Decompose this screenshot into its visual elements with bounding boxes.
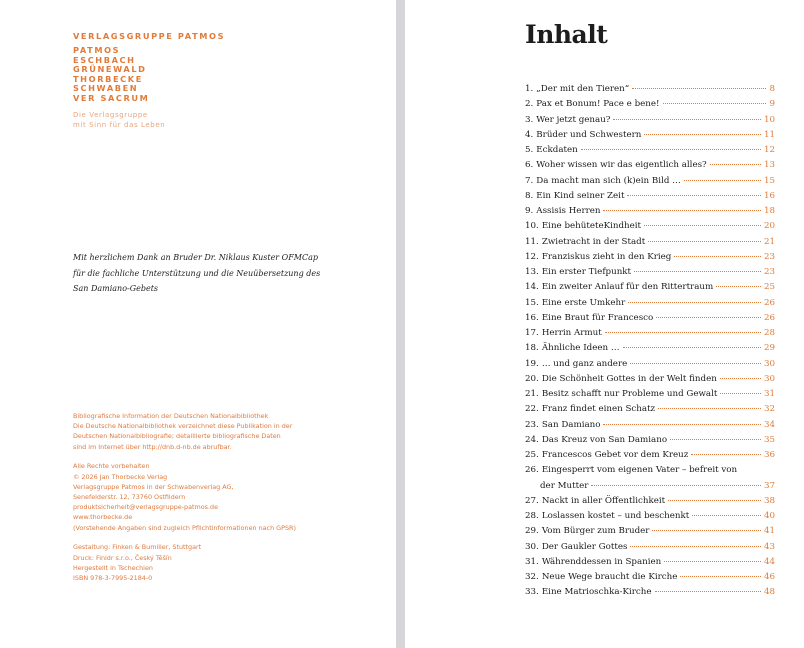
- toc-entry: [525, 402, 775, 417]
- toc-entry-number: 10.: [525, 221, 539, 232]
- dot-leader: [603, 424, 760, 425]
- imprint-name: VER SACRUM: [73, 92, 150, 103]
- toc-entry-number: 18.: [525, 343, 539, 354]
- dot-leader: [720, 378, 761, 379]
- toc-page-number: 36: [763, 450, 775, 460]
- dot-leader: [710, 164, 761, 165]
- dot-leader: [658, 408, 761, 409]
- toc-entry: [525, 174, 775, 189]
- design-credit: Gestaltung: Finken & Bumiller, Stuttgart: [73, 543, 202, 552]
- toc-entry: [525, 387, 775, 402]
- toc-page-number: 30: [763, 358, 775, 369]
- dot-leader: [668, 500, 761, 501]
- toc-entry-number: 25.: [525, 450, 539, 460]
- toc-entry: [525, 509, 775, 524]
- toc-entry: [525, 540, 775, 555]
- dot-leader: [674, 256, 761, 257]
- toc-entry-title: Zwietracht in der Stadt: [541, 236, 646, 247]
- toc-entry-title: Franziskus zieht in den Krieg: [541, 251, 672, 262]
- toc-page-number: 23: [763, 251, 775, 262]
- toc-page-number: 46: [763, 572, 775, 582]
- copyright-line: © 2026 Jan Thorbecke Verlag: [73, 472, 168, 481]
- toc-page-number: 26: [763, 297, 775, 308]
- toc-entry-title: Brüder und Schwestern: [536, 129, 642, 140]
- dedication-line: San Damiano-Gebets: [73, 284, 159, 293]
- dot-leader: [634, 271, 761, 272]
- publisher-name: VERLAGSGRUPPE PATMOS: [73, 31, 226, 41]
- toc-page-number: 10: [763, 114, 775, 125]
- toc-entry-number: 16.: [525, 312, 539, 323]
- toc-entry: [525, 128, 775, 143]
- toc-entry-number: 19.: [525, 358, 539, 369]
- toc-entry-title: Loslassen kostet – und beschenkt: [541, 511, 690, 521]
- toc-page-number: 40: [763, 511, 775, 521]
- toc-entry: [525, 524, 775, 539]
- print-credit: Druck: Finidr s.r.o., Český Těšín: [73, 553, 172, 562]
- toc-page-number: 20: [763, 221, 775, 232]
- dot-leader: [630, 363, 761, 364]
- toc-entry: [525, 296, 775, 311]
- imprint-name: ESCHBACH: [73, 54, 136, 65]
- toc-entry-number: 20.: [525, 373, 539, 384]
- toc-entry-number: 23.: [525, 419, 539, 430]
- toc-entry-title: Eine erste Umkehr: [541, 297, 626, 308]
- dot-leader: [644, 225, 761, 226]
- toc-entry-number: 33.: [525, 587, 539, 598]
- rights-line: Alle Rechte vorbehalten: [73, 462, 150, 471]
- toc-entry: [525, 326, 775, 341]
- toc-entry: [525, 448, 775, 463]
- dot-leader: [684, 180, 761, 181]
- toc-entry: [525, 585, 775, 600]
- dot-leader: [691, 454, 761, 455]
- dot-leader: [648, 241, 761, 242]
- dot-leader: [623, 347, 761, 348]
- dedication: [73, 250, 373, 297]
- toc-entry-title: … und ganz andere: [541, 358, 628, 369]
- toc-entry-number: 17.: [525, 328, 539, 338]
- left-page: [0, 0, 396, 648]
- toc-entry-number: 22.: [525, 404, 539, 415]
- toc-entry-title: Nackt in aller Öffentlichkeit: [541, 495, 666, 506]
- publisher-block: [73, 31, 225, 130]
- dedication-line: für die fachliche Unterstützung und die Neuübersetzung des: [73, 268, 321, 278]
- page-gutter: [396, 0, 405, 648]
- toc-page-number: 29: [763, 343, 775, 354]
- dot-leader: [680, 576, 761, 577]
- dot-leader: [613, 119, 760, 120]
- toc-entry-title: Eine Braut für Francesco: [541, 312, 654, 323]
- toc-entry: [525, 570, 775, 585]
- toc-entry-number: 1.: [525, 84, 534, 94]
- toc-entry-number: 4.: [525, 129, 534, 140]
- toc-entry-title: Neue Wege braucht die Kirche: [541, 572, 678, 582]
- publisher-tagline: [73, 110, 225, 131]
- publisher-address-line: Verlagsgruppe Patmos in der Schwabenverlag AG,: [73, 482, 234, 491]
- publisher-website: www.thorbecke.de: [73, 513, 133, 522]
- toc-page-number: 13: [763, 160, 775, 171]
- toc-entry: [525, 280, 775, 295]
- toc-page-number: 48: [763, 587, 775, 598]
- toc-page-number: 23: [763, 267, 775, 277]
- dot-leader: [630, 546, 761, 547]
- toc-page-number: 43: [763, 541, 775, 552]
- toc-page-number: 32: [763, 404, 775, 415]
- toc-entry: [525, 235, 775, 250]
- manufacture-note: Hergestellt in Tschechien: [73, 563, 153, 572]
- toc-page-number: 9: [769, 99, 775, 110]
- toc-entry-number: 12.: [525, 251, 539, 262]
- toc-entry: [525, 372, 775, 387]
- dot-leader: [652, 530, 760, 531]
- toc-entry-number: 27.: [525, 495, 539, 506]
- toc-entry-number: 6.: [525, 160, 534, 171]
- toc-entry-title: Währenddessen in Spanien: [541, 556, 662, 567]
- toc-entry-number: 29.: [525, 526, 539, 537]
- toc-entry: [525, 555, 775, 570]
- dot-leader: [644, 134, 761, 135]
- toc-entry-number: 24.: [525, 434, 539, 445]
- toc-entry: [525, 463, 775, 494]
- bibliographic-info-line: Bibliografische Information der Deutschen Nationalbibliothek: [73, 412, 269, 420]
- contact-email: produktsicherheit@verlagsgruppe-patmos.de: [73, 503, 219, 512]
- toc-entry: [525, 97, 775, 112]
- dot-leader: [632, 88, 766, 89]
- toc-entry-title: Da macht man sich (k)ein Bild …: [536, 175, 681, 186]
- toc-entry-number: 11.: [525, 236, 539, 247]
- toc-page-number: 31: [763, 389, 775, 399]
- toc-entry-title: „Der mit den Tieren“: [536, 84, 630, 94]
- dot-leader: [627, 195, 761, 196]
- imprint-name: THORBECKE: [73, 73, 143, 84]
- toc-entry-number: 3.: [525, 114, 534, 125]
- imprint-name: GRÜNEWALD: [73, 64, 147, 75]
- toc-page-number: 26: [763, 312, 775, 323]
- toc-entry-number: 5.: [525, 145, 534, 155]
- dedication-line: Mit herzlichem Dank an Bruder Dr. Niklaus Kuster OFMCap: [73, 253, 318, 262]
- toc-entry-number: 26.: [525, 465, 539, 476]
- toc-page-number: 41: [763, 526, 775, 537]
- toc-entry: [525, 341, 775, 356]
- dot-leader: [664, 561, 761, 562]
- toc-entry-title: Eine behüteteKindheit: [541, 221, 642, 232]
- dot-leader: [603, 210, 760, 211]
- toc-entry: [525, 418, 775, 433]
- toc-entry-title: Eingesperrt vom eigenen Vater – befreit von: [541, 465, 738, 476]
- dot-leader: [605, 332, 761, 333]
- toc-entry-number: 32.: [525, 572, 539, 582]
- toc-entry-title: Die Schönheit Gottes in der Welt finden: [541, 373, 717, 384]
- toc-entry-title: Ein Kind seiner Zeit: [536, 190, 625, 201]
- toc-entry: [525, 433, 775, 448]
- toc-entry: [525, 143, 775, 158]
- toc-page-number: 25: [763, 282, 775, 293]
- bibliographic-info-line: Die Deutsche Nationalbibliothek verzeichnet diese Publikation in der: [73, 422, 293, 431]
- publisher-address-line: Senefelderstr. 12, 73760 Ostfildern: [73, 493, 186, 502]
- toc-entry-title: Herrin Armut: [541, 328, 602, 338]
- toc-page-number: 28: [763, 328, 775, 338]
- toc-page-number: 44: [763, 556, 775, 567]
- table-of-contents: [525, 82, 775, 601]
- imprint-info: [73, 411, 383, 583]
- toc-entry-title: Eckdaten: [536, 145, 578, 155]
- imprint-name: PATMOS: [73, 45, 121, 55]
- toc-entry-title: Pax et Bonum! Pace e bene!: [536, 99, 660, 110]
- toc-page-number: 37: [763, 480, 775, 491]
- toc-entry-title-continuation: der Mutter: [540, 480, 589, 491]
- dot-leader: [716, 286, 761, 287]
- toc-entry: [525, 265, 775, 280]
- toc-entry: [525, 113, 775, 128]
- dot-leader: [581, 149, 761, 150]
- toc-entry: [525, 494, 775, 509]
- toc-entry-title: Francescos Gebet vor dem Kreuz: [541, 450, 689, 460]
- toc-page-number: 16: [763, 190, 775, 201]
- toc-entry-title: Besitz schafft nur Probleme und Gewalt: [541, 389, 718, 399]
- dot-leader: [692, 515, 761, 516]
- isbn: ISBN 978-3-7995-2184-0: [73, 574, 153, 583]
- toc-page-number: 34: [763, 419, 775, 430]
- toc-entry-title: Woher wissen wir das eigentlich alles?: [536, 160, 707, 171]
- tagline-line: Die Verlagsgruppe: [73, 110, 148, 119]
- toc-entry: [525, 189, 775, 204]
- toc-entry: [525, 357, 775, 372]
- toc-entry-title: Eine Matrioschka-Kirche: [541, 587, 652, 598]
- dot-leader: [663, 103, 767, 104]
- toc-entry-number: 30.: [525, 541, 539, 552]
- toc-entry-title: Das Kreuz von San Damiano: [541, 434, 668, 445]
- toc-page-number: 11: [763, 129, 775, 140]
- dot-leader: [670, 439, 761, 440]
- toc-page-number: 12: [763, 145, 775, 155]
- tagline-line: mit Sinn für das Leben: [73, 120, 166, 129]
- dot-leader: [591, 485, 761, 486]
- toc-entry-number: 14.: [525, 282, 539, 293]
- toc-page-number: 30: [763, 373, 775, 384]
- gpsr-note: (Vorstehende Angaben sind zugleich Pflichtinformationen nach GPSR): [73, 523, 296, 532]
- dot-leader: [656, 317, 761, 318]
- toc-entry-title: Assisis Herren: [536, 206, 601, 216]
- toc-entry-number: 9.: [525, 206, 534, 216]
- toc-entry-title: Wer jetzt genau?: [536, 114, 611, 125]
- toc-entry-number: 31.: [525, 556, 539, 567]
- toc-entry: [525, 82, 775, 97]
- toc-entry-number: 21.: [525, 389, 539, 399]
- toc-entry-number: 15.: [525, 297, 539, 308]
- bibliographic-info-line: sind im Internet über http://dnb.d-nb.de abrufbar.: [73, 442, 232, 451]
- toc-page-number: 38: [763, 495, 775, 506]
- dot-leader: [720, 393, 761, 394]
- imprint-name: SCHWABEN: [73, 83, 139, 94]
- toc-entry-title: Der Gaukler Gottes: [541, 541, 628, 552]
- toc-page-number: 15: [763, 175, 775, 186]
- toc-page-number: 21: [763, 236, 775, 247]
- toc-entry-title: San Damiano: [541, 419, 601, 430]
- toc-entry-number: 13.: [525, 267, 539, 277]
- toc-entry: [525, 158, 775, 173]
- toc-page-number: 8: [769, 84, 775, 94]
- toc-entry-number: 28.: [525, 511, 539, 521]
- imprint-list: [73, 46, 225, 104]
- dot-leader: [655, 591, 761, 592]
- dot-leader: [628, 302, 761, 303]
- toc-entry: [525, 250, 775, 265]
- toc-page-number: 18: [763, 206, 775, 216]
- toc-page-number: 35: [763, 434, 775, 445]
- toc-entry-title: Franz findet einen Schatz: [541, 404, 656, 415]
- toc-entry-title: Vom Bürger zum Bruder: [541, 526, 650, 537]
- toc-entry-title: Ähnliche Ideen …: [541, 343, 620, 354]
- toc-title: Inhalt: [525, 20, 608, 49]
- toc-entry: [525, 204, 775, 219]
- toc-entry-title: Ein zweiter Anlauf für den Rittertraum: [541, 282, 714, 293]
- toc-entry-number: 2.: [525, 99, 534, 110]
- toc-entry: [525, 311, 775, 326]
- toc-entry: [525, 219, 775, 234]
- toc-entry-number: 7.: [525, 175, 534, 186]
- toc-entry-title: Ein erster Tiefpunkt: [541, 267, 632, 277]
- bibliographic-info-line: Deutschen Nationalbibliografie; detaillierte bibliografische Daten: [73, 432, 281, 441]
- toc-entry-number: 8.: [525, 190, 534, 201]
